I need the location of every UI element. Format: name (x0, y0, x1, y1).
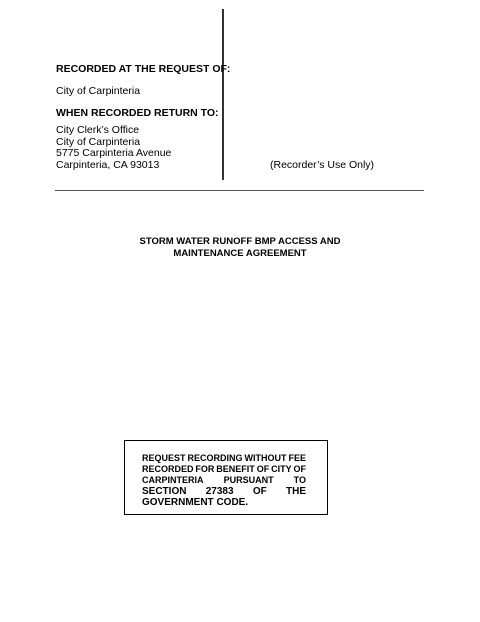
fee-exemption-box (124, 440, 328, 515)
word: OF (256, 464, 270, 474)
word: CITY (271, 464, 292, 474)
requester-name: City of Carpinteria (56, 85, 141, 97)
document-title (100, 236, 380, 259)
address-line: City Clerk’s Office (56, 124, 140, 136)
return-address (56, 125, 171, 171)
address-line: Carpinteria, CA 93013 (56, 158, 160, 171)
address-line: 5775 Carpinteria Avenue (56, 147, 172, 159)
fee-line-4 (142, 486, 306, 497)
word: BENEFIT (216, 464, 255, 474)
fee-line-1 (142, 453, 306, 464)
word: CARPINTERIA (142, 475, 204, 485)
word: OF (293, 464, 306, 474)
recorder-use-note: (Recorder’s Use Only) (270, 159, 375, 171)
word: 27383 (205, 486, 234, 497)
return-label: WHEN RECORDED RETURN TO: (56, 107, 219, 119)
vertical-divider (222, 9, 224, 180)
word: SECTION (142, 486, 187, 497)
word: PURSUANT (223, 475, 274, 485)
fee-line-5: GOVERNMENT CODE. (142, 497, 249, 508)
word: RECORDING (187, 453, 243, 463)
word: OF (252, 486, 267, 497)
fee-line-3 (142, 475, 306, 486)
word: THE (286, 486, 306, 497)
word: RECORDED (142, 464, 194, 474)
fee-line-2 (142, 464, 306, 475)
horizontal-divider (55, 190, 424, 191)
address-line: City of Carpinteria (56, 135, 141, 148)
word: WITHOUT (244, 453, 287, 463)
title-line-2: MAINTENANCE AGREEMENT (173, 247, 307, 259)
fee-exemption-text (142, 453, 306, 508)
word: FEE (288, 453, 306, 463)
recorded-request-label: RECORDED AT THE REQUEST OF: (56, 63, 231, 75)
word: TO (293, 475, 306, 485)
word: FOR (195, 464, 215, 474)
word: REQUEST (142, 453, 186, 463)
title-line-1: STORM WATER RUNOFF BMP ACCESS AND (139, 236, 341, 247)
